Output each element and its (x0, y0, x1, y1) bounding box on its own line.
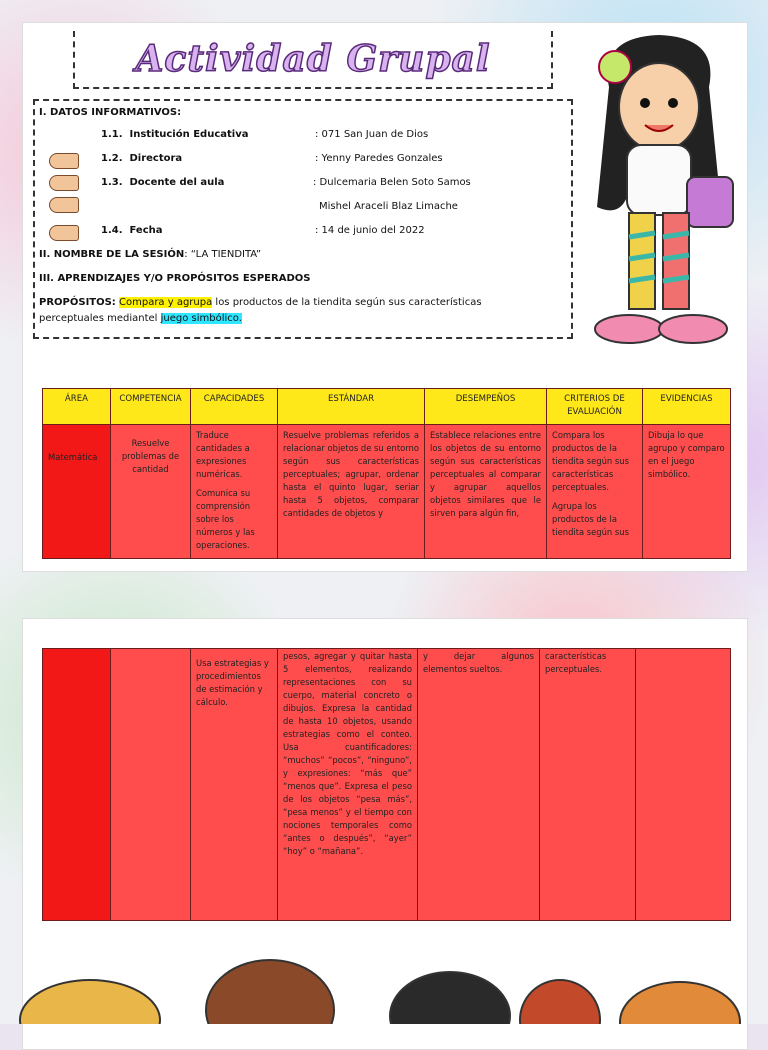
sesion-value: : “LA TIENDITA” (184, 249, 262, 260)
header-area: ÁREA (43, 389, 111, 425)
table-row (43, 424, 731, 558)
propositos-text: perceptuales mediantel (39, 313, 161, 324)
item-label: Institución Educativa (129, 129, 249, 140)
sesion-label: II. NOMBRE DE LA SESIÓN (39, 249, 185, 260)
desempenos-cell: Establece relaciones entre los objetos de su entorno según sus características perceptuales al comparar y agrupar aquellos objetos similares que le sirven para algún fin, (425, 424, 547, 558)
area-cell: Matemática (43, 424, 111, 558)
item-value: : Dulcemaria Belen Soto Samos (313, 177, 471, 188)
criterios-cell (547, 424, 643, 558)
pointing-hand-icon (49, 175, 79, 191)
pointing-hand-icon (49, 225, 79, 241)
header-capacidades: CAPACIDADES (191, 389, 278, 425)
header-criterios: CRITERIOS DE EVALUACIÓN (547, 389, 643, 425)
page-title: Actividad Grupal (135, 38, 491, 80)
header-estandar: ESTÁNDAR (278, 389, 425, 425)
item-label: Directora (129, 153, 183, 164)
criterio-text: Compara los productos de la tiendita según sus características perceptuales. (552, 429, 629, 492)
item-value: : 071 San Juan de Dios (315, 129, 429, 140)
item-label: Fecha (129, 225, 163, 236)
info-box (33, 99, 573, 339)
item-num: 1.2. (101, 153, 123, 164)
item-value: Mishel Araceli Blaz Limache (319, 201, 458, 212)
item-num: 1.3. (101, 177, 123, 188)
propositos-highlight: juego simbólico. (160, 313, 242, 324)
children-illustration (0, 930, 768, 1024)
item-value: : 14 de junio del 2022 (315, 225, 425, 236)
capacidades-cell: Usa estrategias y procedimientos de estimación y cálculo. (191, 649, 278, 921)
item-num: 1.1. (101, 129, 123, 140)
header-desempenos: DESEMPEÑOS (425, 389, 547, 425)
pointing-hand-icon (49, 153, 79, 169)
item-value: : Yenny Paredes Gonzales (315, 153, 443, 164)
evidencias-cell (636, 649, 731, 921)
item-label: Docente del aula (129, 177, 225, 188)
title-box (73, 31, 553, 89)
desempenos-cell: y dejar algunos elementos sueltos. (418, 649, 540, 921)
estandar-cell: Resuelve problemas referidos a relacionar objetos de su entorno según sus características perceptuales; agrupar, ordenar hasta el quinto lugar, seriar hasta 5 objetos, comparar cantidades de objetos y (278, 424, 425, 558)
datos-heading: I. DATOS INFORMATIVOS: (39, 107, 182, 118)
propositos-highlight: Compara y agrupa (119, 297, 213, 308)
criterios-cell: características perceptuales. (540, 649, 636, 921)
girl-illustration (579, 27, 739, 347)
aprendizajes-heading: III. APRENDIZAJES Y/O PROPÓSITOS ESPERADOS (39, 273, 311, 284)
propositos-label: PROPÓSITOS: (39, 297, 116, 308)
capacidad-text: Traduce cantidades a expresiones numéricas. (196, 429, 250, 479)
capacidad-text: Comunica su comprensión sobre los números y las operaciones. (196, 487, 255, 550)
header-evidencias: EVIDENCIAS (643, 389, 731, 425)
criterio-text: Agrupa los productos de la tiendita según sus (552, 500, 629, 537)
competencia-cell: Resuelve problemas de cantidad (111, 424, 191, 558)
header-competencia: COMPETENCIA (111, 389, 191, 425)
competencias-table-2 (42, 648, 731, 921)
capacidades-cell (191, 424, 278, 558)
competencia-cell (111, 649, 191, 921)
pointing-hand-icon (49, 197, 79, 213)
table-header-row (43, 389, 731, 425)
evidencias-cell: Dibuja lo que agrupo y comparo en el juego simbólico. (643, 424, 731, 558)
table-row (43, 649, 731, 921)
estandar-cell: pesos, agregar y quitar hasta 5 elementos, realizando representaciones con su cuerpo, material concreto o dibujos. Expresa la cantidad de hasta 10 objetos, usando estrategias como el conteo. Usa cuantificadores: “muchos” “pocos”, “ninguno”, y expresiones: “más que” “menos que”. Expresa el peso de los objetos “pesa más”, “pesa menos” y el tiempo con nociones temporales como “antes o después”, “ayer” “hoy” o “mañana”. (278, 649, 418, 921)
competencias-table-1 (42, 388, 731, 559)
area-cell (43, 649, 111, 921)
propositos-text: los productos de la tiendita según sus características (212, 297, 482, 308)
item-num: 1.4. (101, 225, 123, 236)
